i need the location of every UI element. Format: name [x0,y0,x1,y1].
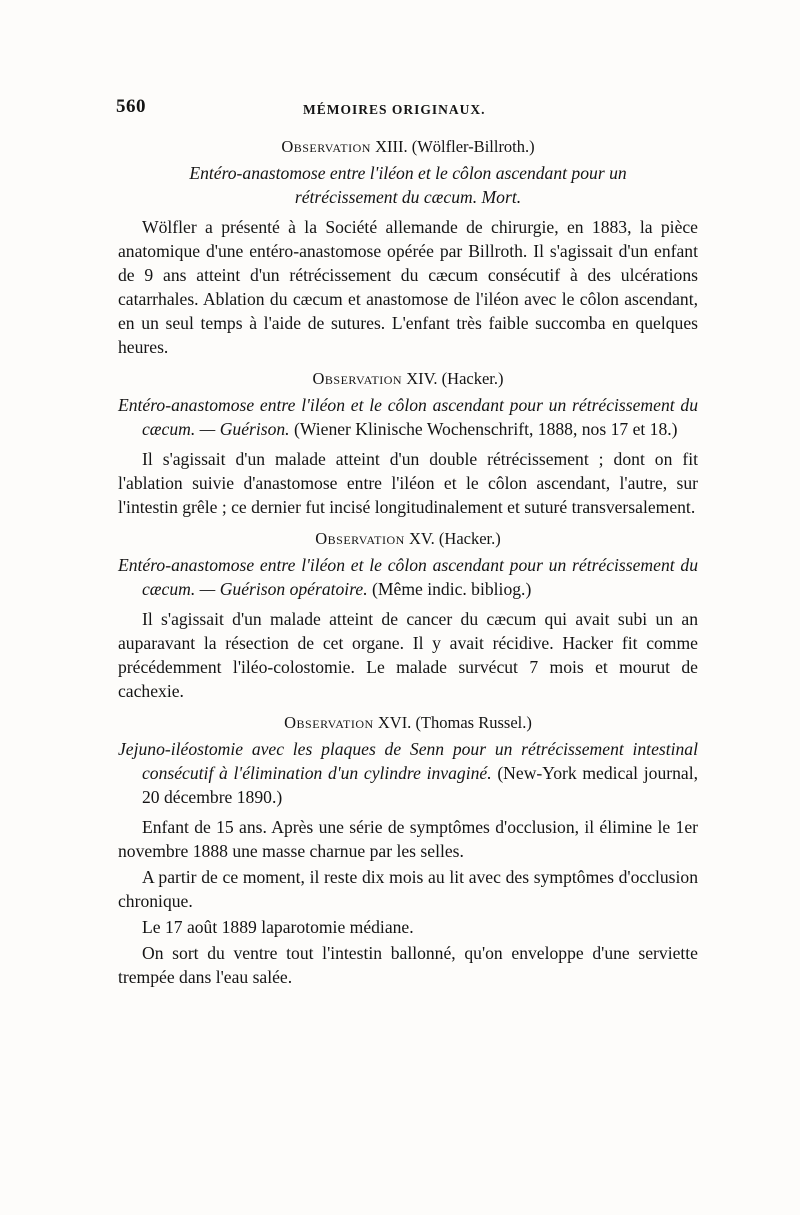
observation-title-text: Entéro-anastomose entre l'iléon et le côlon ascendant pour un rétrécissement du cæcum. — Guérison. [118,395,698,439]
observation-reference: (Même indic. bibliog.) [367,579,532,599]
paragraph: On sort du ventre tout l'intestin ballonné, qu'on enveloppe d'une serviette trempée dans l'eau salée. [118,943,698,987]
running-title: MÉMOIRES ORIGINAUX. [303,102,486,117]
running-header [118,95,698,121]
observation-author: (Wölfler-Billroth.) [411,137,535,156]
observation-label: Observation [315,529,405,548]
page-number: 560 [116,96,146,117]
observation-reference: (Wiener Klinische Wochenschrift, 1888, nos 17 et 18.) [289,419,678,439]
observation-label: Observation [312,369,403,388]
observation-title [118,737,698,809]
observation-author: (Hacker.) [438,529,501,548]
paragraph: A partir de ce moment, il reste dix mois au lit avec des symptômes d'occlusion chronique. [118,867,698,911]
observation-author: (Hacker.) [441,369,504,388]
observation-number: XIV. [406,369,438,388]
observation-label: Observation [281,137,371,156]
observation-label: Observation [284,713,374,732]
observation-title [118,393,698,441]
observation-16 [118,711,698,989]
observation-title-text: Jejuno-iléostomie avec les plaques de Senn pour un rétrécissement intestinal consécutif à l'élimination d'un cylindre invaginé. [118,739,698,783]
observation-14 [118,367,698,519]
paragraph: Enfant de 15 ans. Après une série de symptômes d'occlusion, il élimine le 1er novembre 1888 une masse charnue par les selles. [118,817,698,861]
paragraph: Wölfler a présenté à la Société allemande de chirurgie, en 1883, la pièce anatomique d'une entéro-anastomose opérée par Billroth. Il s'agissait d'un enfant de 9 ans atteint d'un rétrécissement du cæcum consécutif à des ulcérations catarrhales. Ablation du cæcum et anastomose de l'iléon avec le côlon ascendant, en un seul temps à l'aide de sutures. L'enfant très faible succomba en quelques heures. [118,217,698,357]
observation-title-text: Entéro-anastomose entre l'iléon et le côlon ascendant pour un rétrécissement du cæcum. Mort. [189,163,627,207]
observation-heading [118,367,698,391]
observation-title [118,161,698,209]
observation-heading [118,711,698,735]
observation-reference: (New-York medical journal, 20 décembre 1890.) [142,763,698,807]
observation-heading [118,135,698,159]
observation-heading [118,527,698,551]
observation-number: XV. [408,529,435,548]
observation-13 [118,135,698,359]
paragraph: Il s'agissait d'un malade atteint d'un double rétrécissement ; dont on fit l'ablation suivie d'anastomose entre l'iléon et le côlon ascendant, l'autre, sur l'intestin grêle ; ce dernier fut incisé longitudinalement et suturé transversalement. [118,449,698,517]
paragraph: Il s'agissait d'un malade atteint de cancer du cæcum qui avait subi un an auparavant la résection de cet organe. Il y avait récidive. Hacker fit comme précédemment l'iléo-colostomie. Le malade survécut 7 mois et mourut de cachexie. [118,609,698,701]
observation-author: (Thomas Russel.) [415,713,532,732]
document-page [118,95,698,991]
observation-number: XVI. [377,713,412,732]
observation-title-text: Entéro-anastomose entre l'iléon et le côlon ascendant pour un rétrécissement du cæcum. — Guérison opératoire. [118,555,698,599]
observation-number: XIII. [375,137,408,156]
observation-15 [118,527,698,703]
paragraph: Le 17 août 1889 laparotomie médiane. [142,917,414,937]
observation-title [118,553,698,601]
